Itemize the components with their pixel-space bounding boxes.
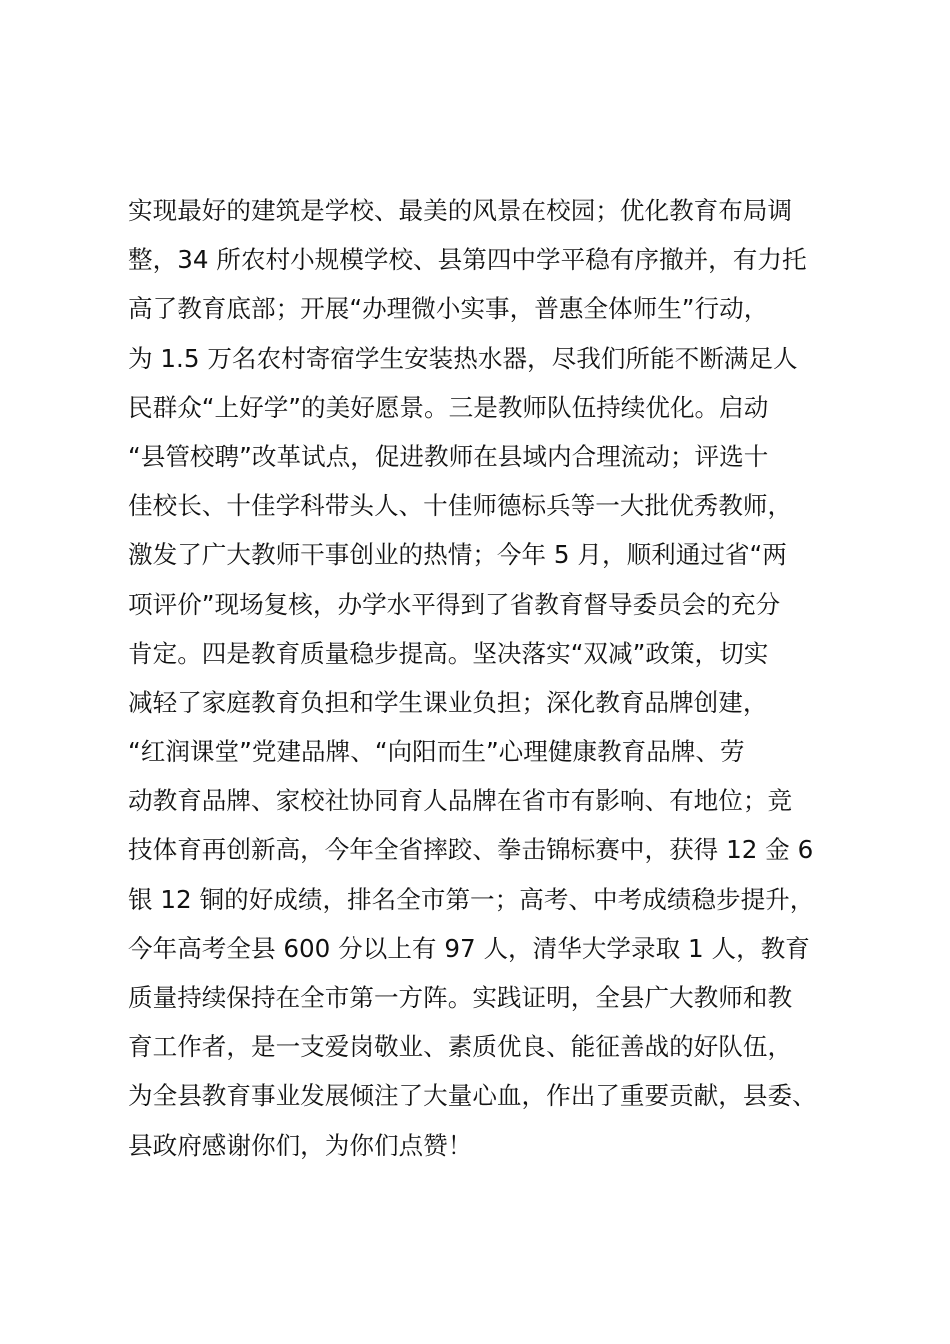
text-line-3: 高了教育底部；开展“办理微小实事，普惠全体师生”行动， <box>128 294 769 324</box>
text-line-5: 民群众“上好学”的美好愿景。三是教师队伍持续优化。启动 <box>128 392 769 422</box>
text-line-2: 整，34 所农村小规模学校、县第四中学平稳有序撤并，有力托 <box>128 245 807 275</box>
text-line-14: 技体育再创新高，今年全省摔跤、拳击锦标赛中，获得 12 金 6 <box>128 835 814 865</box>
text-line-1: 实现最好的建筑是学校、最美的风景在校园；优化教育布局调 <box>128 196 793 225</box>
text-line-17: 质量持续保持在全市第一方阵。实践证明，全县广大教师和教 <box>128 983 793 1012</box>
text-line-6: “县管校聘”改革试点，促进教师在县域内合理流动；评选十 <box>128 441 769 471</box>
text-line-19: 为全县教育事业发展倾注了大量心血，作出了重要贡献，县委、 <box>128 1081 817 1111</box>
text-line-8: 激发了广大教师干事创业的热情；今年 5 月，顺利通过省“两 <box>128 540 787 570</box>
text-line-16: 今年高考全县 600 分以上有 97 人，清华大学录取 1 人，教育 <box>128 933 810 963</box>
text-line-9: 项评价”现场复核，办学水平得到了省教育督导委员会的充分 <box>128 589 781 619</box>
body-paragraph <box>128 186 848 1170</box>
text-line-20: 县政府感谢你们，为你们点赞！ <box>128 1130 473 1160</box>
text-line-7: 佳校长、十佳学科带头人、十佳师德标兵等一大批优秀教师， <box>128 491 793 521</box>
text-line-10: 肯定。四是教育质量稳步提高。坚决落实“双减”政策，切实 <box>128 638 769 668</box>
text-line-11: 减轻了家庭教育负担和学生课业负担；深化教育品牌创建， <box>128 687 768 717</box>
text-line-12: “红润课堂”党建品牌、“向阳而生”心理健康教育品牌、劳 <box>128 737 745 767</box>
text-line-18: 育工作者，是一支爱岗敬业、素质优良、能征善战的好队伍， <box>128 1032 793 1062</box>
text-line-15: 银 12 铜的好成绩，排名全市第一；高考、中考成绩稳步提升， <box>128 884 815 914</box>
text-line-13: 动教育品牌、家校社协同育人品牌在省市有影响、有地位；竞 <box>128 786 793 816</box>
text-line-4: 为 1.5 万名农村寄宿学生安装热水器，尽我们所能不断满足人 <box>128 343 798 373</box>
